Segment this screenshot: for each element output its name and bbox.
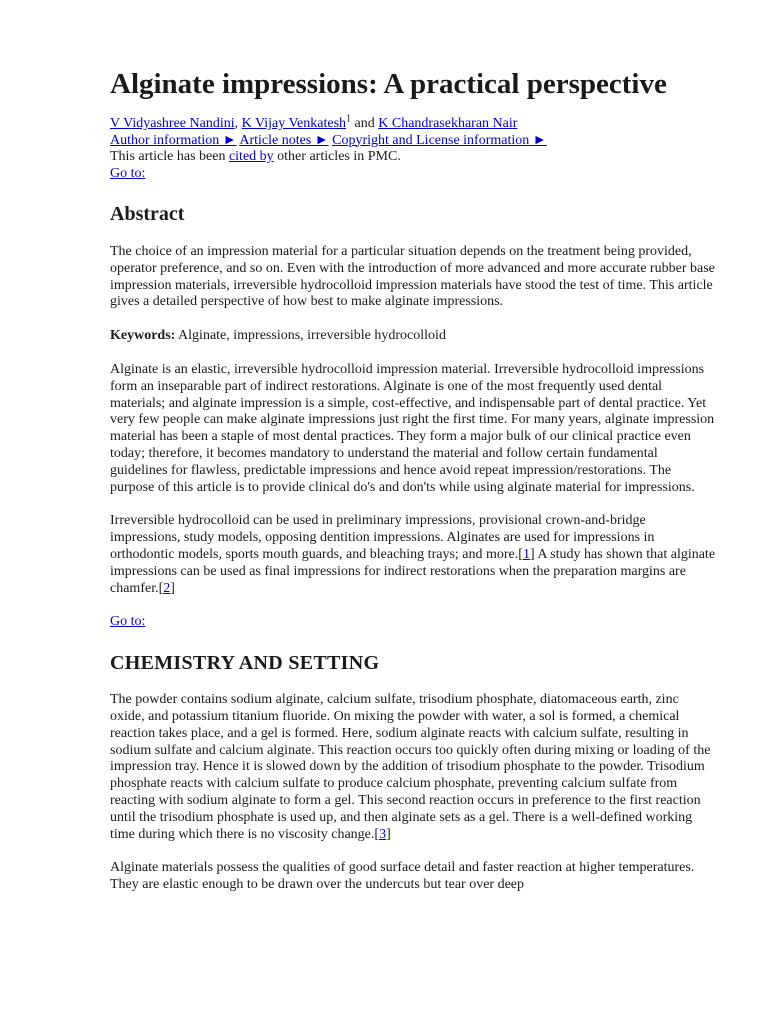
author-information-link[interactable]: Author information ►	[110, 132, 237, 148]
intro-paragraph-1: Alginate is an elastic, irreversible hydrocolloid impression material. Irreversible hydrocolloid impressions form an inseparable part of indirect restorations. Alginate is one of the most frequently used dental materials; and alginate impression is a simple, cost-effective, and indispensable part of dental practice. Yet very few people can make alginate impressions just right the first time. For many years, alginate impression material has been a staple of most dental practices. They form a major bulk of our clinical practice even today; therefore, it becomes mandatory to understand the material and follow certain fundamental guidelines for flawless, predictable impressions and hence avoid repeat impression/restorations. The purpose of this article is to provide clinical do's and don'ts while using alginate material for impressions.	[110, 361, 715, 495]
goto-link-bottom[interactable]: Go to:	[110, 614, 146, 630]
author-link-1[interactable]: V Vidyashree Nandini	[110, 116, 235, 131]
reference-link-1[interactable]: 1	[522, 546, 530, 562]
author-affiliation-sup: 1	[346, 113, 352, 125]
keywords-label: Keywords:	[110, 328, 176, 344]
author-link-2[interactable]: K Vijay Venkatesh	[241, 116, 347, 131]
chemistry-paragraph-1: The powder contains sodium alginate, calcium sulfate, trisodium phosphate, diatomaceous earth, zinc oxide, and potassium titanium fluoride. On mixing the powder with water, a sol is formed, a chemical reaction takes place, and a gel is formed. Here, sodium alginate reacts with calcium sulfate, resulting in sodium sulfate and calcium alginate. This reaction occurs too quickly often during mixing or loading of the impression tray. Hence it is slowed down by the addition of trisodium phosphate to the powder. Trisodium phosphate reacts with calcium sulfate to produce calcium phosphate, preventing calcium sulfate from reacting with sodium alginate to form a gel. This second reaction occurs in preference to the first reaction until the trisodium phosphate is used up, and then alginate sets as a gel. There is a well-defined working time during which there is no viscosity change.[3]	[110, 692, 711, 842]
reference-link-3[interactable]: 3	[379, 826, 387, 842]
info-links	[110, 133, 716, 150]
triangle-right-icon: ►	[532, 132, 547, 148]
intro-paragraph-2: Irreversible hydrocolloid can be used in preliminary impressions, provisional crown-and-bridge impressions, study models, opposing dentition impressions. Alginates are used for impressions in orthodontic models, sports mouth guards, and bleaching trays; and more.[1] A study has shown that alginate impressions can be used as final impressions for indirect restorations when the preparation margins are chamfer.[2]	[110, 513, 716, 596]
abstract-heading: Abstract	[110, 203, 185, 225]
cited-by-link[interactable]: cited by	[228, 149, 274, 164]
chemistry-setting-heading: CHEMISTRY AND SETTING	[110, 652, 380, 675]
goto-link-top[interactable]: Go to:	[110, 165, 146, 181]
chemistry-paragraph-2: Alginate materials possess the qualities of good surface detail and faster reaction at higher temperatures. They are elastic enough to be drawn over the undercuts but tear over deep	[110, 860, 695, 893]
triangle-right-icon: ►	[222, 132, 237, 148]
author-line: V Vidyashree Nandini, K Vijay Venkatesh$^1$ and K Chandrasekharan Nair	[110, 113, 518, 131]
article-notes-link[interactable]: Article notes ►	[239, 132, 329, 148]
article-title: Alginate impressions: A practical perspective	[110, 68, 667, 100]
triangle-right-icon: ►	[314, 132, 329, 148]
author-link-3[interactable]: K Chandrasekharan Nair	[378, 116, 518, 131]
copyright-license-link[interactable]: Copyright and License information ►	[332, 132, 547, 148]
keywords-text: Alginate, impressions, irreversible hydrocolloid	[175, 328, 446, 344]
abstract-paragraph: The choice of an impression material for a particular situation depends on the treatment being provided, operator preference, and so on. Even with the introduction of more advanced and more accurate rubber base impression materials, irreversible hydrocolloid impression materials have stood the test of time. This article gives a detailed perspective of how best to make alginate impressions.	[110, 244, 715, 310]
cited-by-line: This article has been cited by other articles in PMC.	[110, 149, 401, 164]
reference-link-2[interactable]: 2	[163, 580, 171, 596]
keywords-paragraph	[110, 328, 716, 345]
